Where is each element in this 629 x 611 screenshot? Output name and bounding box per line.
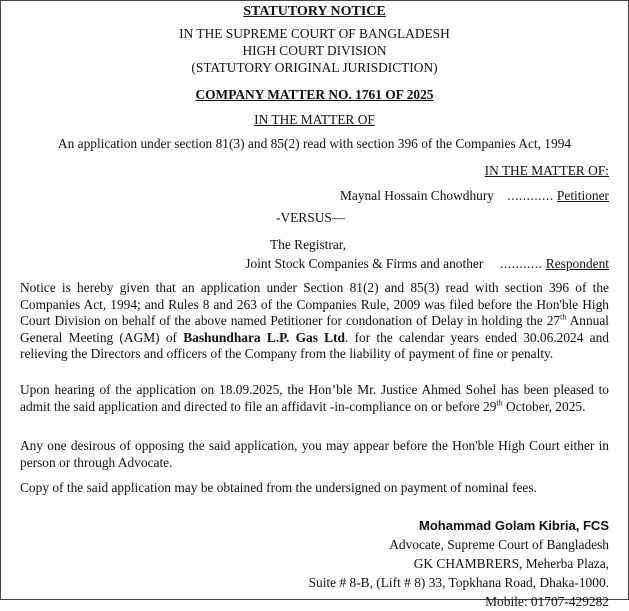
signature-block bbox=[309, 516, 609, 611]
mobile-number: Mobile: 01707-429282 bbox=[485, 594, 609, 609]
company-matter-number: COMPANY MATTER NO. 1761 OF 2025 bbox=[195, 87, 434, 102]
chamber-name: GK CHAMBRERS, Meherba Plaza, bbox=[413, 556, 609, 571]
respondent-dots: ........... bbox=[500, 256, 543, 271]
in-the-matter-heading-2: IN THE MATTER OF: bbox=[484, 163, 609, 178]
notice-paragraph-2: Upon hearing of the application on 18.09.2025, the Hon’ble Mr. Justice Ahmed Sohel has been pleased to admit the said application and directed to file an affidavit -in-compliance on or before 29th October, 2025. bbox=[20, 382, 609, 414]
chamber-address: Suite # 8-B, (Lift # 8) 33, Topkhana Road, Dhaka-1000. bbox=[308, 575, 609, 590]
petitioner-label: Petitioner bbox=[556, 188, 609, 203]
respondent-line bbox=[245, 256, 609, 272]
court-division: HIGH COURT DIVISION bbox=[242, 43, 387, 58]
in-the-matter-heading: IN THE MATTER OF bbox=[254, 112, 375, 127]
notice-paragraph-1: Notice is hereby given that an application under Section 81(2) and 85(3) read with section 396 of the Companies Act, 1994; and Rules 8 and 263 of the Companies Rule, 2009 was filed before the Hon'ble High Court Division on behalf of the above named Petitioner for condonation of Delay in holding the 27th Annual General Meeting (AGM) of Bashundhara L.P. Gas Ltd. for the calendar years ended 30.06.2024 and relieving the Directors and officers of the Company from the liability of payment of fine or penalty. bbox=[20, 280, 610, 362]
court-jurisdiction: (STATUTORY ORIGINAL JURISDICTION) bbox=[191, 60, 438, 75]
respondent-label: Respondent bbox=[545, 256, 609, 271]
respondent-org: Joint Stock Companies & Firms and another bbox=[245, 256, 484, 271]
company-name: Bashundhara L.P. Gas Ltd bbox=[183, 329, 345, 345]
application-line: An application under section 81(3) and 85(2) read with section 396 of the Companies Act, 1994 bbox=[57, 136, 572, 151]
notice-paragraph-3: Any one desirous of opposing the said application, you may appear before the Hon'ble High Court either in person or through Advocate. bbox=[20, 438, 609, 470]
advocate-title: Advocate, Supreme Court of Bangladesh bbox=[389, 537, 609, 552]
petitioner-name: Maynal Hossain Chowdhury bbox=[340, 188, 494, 203]
versus-label: -VERSUS— bbox=[276, 210, 346, 225]
respondent-name: The Registrar, bbox=[270, 237, 347, 252]
court-name: IN THE SUPREME COURT OF BANGLADESH bbox=[179, 26, 450, 41]
advocate-name: Mohammad Golam Kibria, FCS bbox=[419, 518, 609, 533]
petitioner-dots: ............ bbox=[507, 188, 554, 203]
notice-title: STATUTORY NOTICE bbox=[243, 4, 386, 19]
notice-paragraph-4: Copy of the said application may be obtained from the undersigned on payment of nominal fees. bbox=[20, 480, 537, 495]
petitioner-line bbox=[340, 188, 609, 204]
